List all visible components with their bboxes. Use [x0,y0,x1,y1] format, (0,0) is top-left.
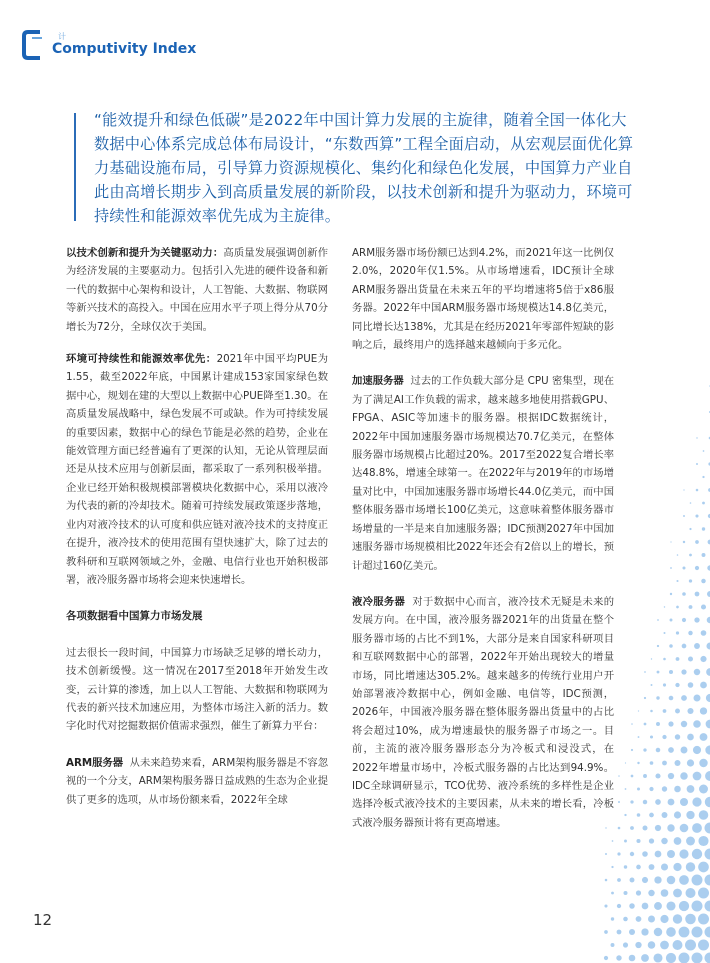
decorative-dot [661,838,668,845]
decorative-dot [683,489,684,490]
decorative-dot [663,709,667,713]
decorative-dot [674,811,681,818]
decorative-dot [687,734,694,741]
decorative-dot [693,694,700,701]
decorative-dot [604,930,608,934]
decorative-dot [623,942,628,947]
decorative-dot [698,914,709,925]
decorative-dot [657,645,659,647]
decorative-dot [679,875,689,885]
decorative-dot [702,553,706,557]
logo-text: Computivity Index [52,41,197,57]
decorative-dot [618,827,621,830]
decorative-dot [638,710,639,711]
decorative-dot [693,772,702,781]
decorative-dot [666,953,676,963]
decorative-dot [655,851,662,858]
decorative-dot [692,927,703,938]
decorative-dot [689,579,692,582]
decorative-dot [656,696,659,699]
decorative-dot [702,476,704,478]
decorative-dot [681,721,687,727]
lead-innovation: 以技术创新和提升为关键驱动力： [66,247,224,259]
decorative-dot [685,914,696,925]
lead-arm-server: ARM服务器 [66,756,124,769]
decorative-dot [675,709,680,714]
decorative-dot [635,942,641,948]
decorative-dot [642,903,649,910]
decorative-dot [676,580,678,582]
decorative-dot [682,618,686,622]
decorative-dot [696,489,699,492]
decorative-dot [673,940,683,950]
decorative-dot [662,761,667,766]
decorative-dot [651,684,653,686]
decorative-dot [700,682,707,689]
decorative-dot [662,735,666,739]
paragraph-liquid-cooled-server [352,593,614,832]
decorative-dot [688,682,694,688]
decorative-dot [700,733,708,741]
text-sustainability: 2021年中国平均PUE为1.55，截至2022年底，中国累计建成153家国家绿色数据中心，规划在建的大型以上数据中心PUE降至1.30。在高质量发展战略中，绿色发展不可或缺。作为可持续发展的重要因素，数据中心的绿色节能是必然的趋势，企业在能效管理方面已经普遍有了更深的认知，无论从管理层面还是从技术应用与创新层面，都采取了一系列积极举措。企业已经开始积极规模部署模块化数据中心，采用以液冷为代表的新的冷却技术。随着可持续发展政策逐步落地，业内对液冷技术的认可度和供应链对液冷技术的支持度正在提升，液冷技术的使用范围有望快速扩大，除了过去的教科研和互联网领域之外，金融、电信行业也开始积极部署，液冷服务器市场将会迎来快速增长。 [66,353,328,586]
decorative-dot [649,838,654,843]
decorative-dot [667,824,674,831]
decorative-dot [648,916,655,923]
decorative-dot [687,759,694,766]
decorative-dot [681,695,687,701]
decorative-dot [675,734,680,739]
decorative-dot [701,579,706,584]
decorative-dot [654,902,662,910]
decorative-dot [630,800,633,803]
decorative-dot [701,604,706,609]
decorative-dot [696,437,697,438]
decorative-dot [693,720,701,728]
lead-sustainability: 环境可持续性和能源效率优先： [66,353,217,366]
decorative-dot [661,863,668,870]
decorative-dot [641,954,649,962]
decorative-dot [705,901,710,912]
decorative-dot [624,814,626,816]
decorative-dot [660,941,669,950]
decorative-dot [664,606,665,607]
decorative-dot [625,762,626,763]
decorative-dot [676,631,679,634]
decorative-dot [674,837,682,845]
decorative-dot [670,541,671,542]
decorative-dot [651,658,652,659]
decorative-dot [631,723,633,725]
decorative-dot [663,658,666,661]
decorative-dot [669,696,674,701]
decorative-dot [685,940,696,951]
decorative-dot [705,823,710,834]
decorative-dot [703,450,705,452]
decorative-dot [676,657,680,661]
decorative-dot [687,785,695,793]
decorative-dot [624,840,627,843]
decorative-dot [657,671,660,674]
decorative-dot [699,759,707,767]
decorative-dot [695,540,699,544]
decorative-dot [669,644,673,648]
section-heading: 各项数据看中国算力市场发展 [66,610,203,623]
decorative-dot [617,904,621,908]
decorative-dot [682,566,685,569]
decorative-dot [701,630,707,636]
decorative-dot [636,839,640,843]
decorative-dot [687,708,693,714]
decorative-dot [706,720,710,729]
decorative-dot [611,892,614,895]
decorative-dot [679,849,688,858]
decorative-dot [642,851,648,857]
text-liquid-cooled-server: 对于数据中心而言，液冷技术无疑是未来的发展方向。在中国，液冷服务器2021年的出货量在整个服务器市场的占比不到1%，大部分是来自国家科研项目和互联网数据中心的部署，2022年开始出现较大的增量市场，同比增速达305.2%。越来越多的传统行业用户开始部署液冷数据中心，例如金融、电信等，IDC预测，2026年，中国液冷服务器在整体服务器出货量中的占比将会超过10%，成为增速最快的服务器子市场之一。目前，主流的液冷服务器形态分为冷板式和浸没式，在2022年增量市场中，冷板式服务器的占比达到94.9%。IDC全球调研显示，TCO优势、液冷系统的多样性是企业选择冷板式液冷技术的主要因素，从未来的增长看，冷板式液冷服务器预计将有更高增速。 [352,595,615,829]
pull-quote: “能效提升和绿色低碳”是2022年中国计算力发展的主旋律，随着全国一体化大数据中心体系完成总体布局设计，“东数西算”工程全面启动，从宏观层面优化算力基础设施布局，引导算力资源规模化、集约化和绿色化发展，中国算力产业自此由高增长期步入到高质量发展的新阶段，以技术创新和提升为驱动力，环境可持续性和能源效率优先成为主旋律。 [94,111,634,225]
paragraph-innovation [66,244,328,336]
decorative-dot [689,554,692,557]
decorative-dot [705,927,710,938]
decorative-dot [698,940,709,951]
decorative-dot [670,593,672,595]
decorative-dot [700,656,706,662]
decorative-dot [699,810,709,820]
text-innovation: 高质量发展强调创新作为经济发展的主要驱动力。包括引入先进的硬件设备和新一代的数据中心架构和设计，人工智能、大数据、物联网等新兴技术的高投入。中国在应用水平子项上得分从70分增长为72分，全球仅次于美国。 [66,247,329,333]
decorative-dot [637,762,639,764]
decorative-dot [604,956,608,960]
decorative-dot [655,799,661,805]
decorative-dot [643,748,646,751]
decorative-dot [618,801,620,803]
quote-accent-bar [74,113,76,221]
decorative-dot [695,514,698,517]
decorative-dot [657,619,659,621]
decorative-dot [638,736,640,738]
decorative-dot [648,890,654,896]
decorative-dot [705,797,710,807]
decorative-dot [686,811,694,819]
decorative-dot [692,823,702,833]
decorative-dot [667,850,675,858]
decorative-dot [668,721,673,726]
decorative-dot [650,761,654,765]
paragraph-sustainability [66,350,328,589]
decorative-dot [629,955,636,962]
decorative-dot [625,788,627,790]
decorative-dot [706,642,710,649]
decorative-dot [649,787,653,791]
decorative-dot [655,773,660,778]
decorative-dot [630,852,634,856]
decorative-dot [630,826,634,830]
decorative-dot [616,955,621,960]
decorative-dot [689,605,693,609]
decorative-dot [650,710,653,713]
decorative-dot [680,798,688,806]
decorative-dot [660,915,668,923]
decorative-dot [682,644,687,649]
decorative-dot [663,683,666,686]
decorative-dot [644,697,646,699]
left-column [66,244,328,809]
decorative-dot [611,866,613,868]
decorative-dot [689,528,691,530]
decorative-dot [668,799,675,806]
decorative-dot [700,707,707,714]
decorative-dot [631,775,634,778]
decorative-dot [605,827,606,828]
decorative-dot [679,953,690,963]
decorative-dot [688,631,692,635]
decorative-dot [668,747,674,753]
decorative-dot [617,852,620,855]
decorative-dot [656,748,661,753]
computivity-index-logo [22,30,197,64]
decorative-dot [631,749,633,751]
decorative-dot [604,904,607,907]
decorative-dot [698,836,708,846]
decorative-dot [676,606,679,609]
decorative-dot [683,515,685,517]
decorative-dot [636,916,642,922]
decorative-dot-pattern [600,380,710,963]
decorative-dot [696,463,698,465]
decorative-dot [680,772,688,780]
decorative-dot [623,917,628,922]
decorative-dot [656,722,660,726]
decorative-dot [630,878,635,883]
decorative-dot [655,825,661,831]
decorative-dot [644,671,646,673]
decorative-dot [624,865,627,868]
text-accelerated-server: 过去的工作负载大部分是 CPU 密集型，现在为了满足AI工作负载的需求，越来越多地使用搭载GPU、FPGA、ASIC等加速卡的服务器。根据IDC数据统计，2022年中国加速服务器市场规模达70.7亿美元，在整体服务器市场规模占比超过20%。2017至2022复合增长率达48.8%，增速全球第一。在2022年与2019年的市场增量对比中，中国加速服务器市场增长44.0亿美元，而中国整体服务器市场增长100亿美元，这意味着整体服务器市场增量的一半是来自加速服务器；IDC预测2027年中国加速服务器市场规模相比2022年还会有2倍以上的增长，预计超过160亿美元。 [352,375,615,572]
decorative-dot [666,901,675,910]
lead-accelerated-server: 加速服务器 [352,375,404,388]
decorative-dot [686,837,695,846]
paragraph-arm-server [66,754,328,809]
decorative-dot [617,878,621,882]
decorative-dot [692,875,703,886]
decorative-dot [680,824,689,833]
decorative-dot [636,865,641,870]
page-number: 12 [33,911,53,929]
decorative-dot [650,735,653,738]
decorative-dot [685,888,695,898]
decorative-dot [654,928,662,936]
decorative-dot [618,775,620,777]
paragraph-market-history: 过去很长一段时间，中国算力市场缺乏足够的增长动力，技术创新缓慢。这一情况在2017至2018年开始发生改变，云计算的渗透，加上以人工智能、大数据和物联网为代表的新兴技术加速应用，为整体市场注入新的活力。数字化时代对挖掘数据价值需求强烈，催生了新算力平台： [66,646,328,733]
decorative-dot [643,774,647,778]
decorative-dot [679,927,690,938]
decorative-dot [605,879,608,882]
decorative-dot [681,669,686,674]
decorative-dot [611,917,614,920]
decorative-dot [699,785,708,794]
decorative-dot [662,812,668,818]
decorative-dot [694,643,700,649]
decorative-dot [682,592,686,596]
decorative-dot [670,619,673,622]
decorative-dot [694,669,700,675]
decorative-dot [637,788,640,791]
decorative-dot [690,502,692,504]
decorative-dot [674,760,680,766]
decorative-dot [692,953,703,963]
decorative-dot [692,901,703,912]
decorative-dot [666,927,676,937]
decorative-dot [654,876,661,883]
paragraph-accelerated-server [352,372,614,574]
decorative-dot [705,745,710,754]
decorative-dot [673,914,682,923]
decorative-dot [661,889,669,897]
decorative-dot [617,930,622,935]
lead-liquid-cooled-server: 液冷服务器 [352,595,406,608]
logo-sub-glyph: 计 [58,32,66,41]
decorative-dot [623,891,627,895]
decorative-dot [605,853,607,855]
logo-bracket-icon [22,30,50,60]
decorative-dot [644,723,647,726]
decorative-dot [612,840,614,842]
decorative-dot [629,903,635,909]
decorative-dot [642,877,648,883]
decorative-dot [705,849,710,860]
decorative-dot [706,694,710,702]
decorative-dot [705,875,710,886]
decorative-dot [629,929,635,935]
decorative-dot [653,953,662,962]
decorative-dot [641,928,648,935]
decorative-dot [648,941,656,949]
decorative-dot [705,953,710,963]
decorative-dot [686,862,695,871]
decorative-dot [679,901,689,911]
decorative-dot [698,888,709,899]
decorative-dot [674,786,681,793]
decorative-dot [673,889,682,898]
decorative-dot [662,786,667,791]
decorative-dot [637,813,641,817]
paragraph-arm-continued: ARM服务器市场份额已达到4.2%，而2021年这一比例仅2.0%，2020年仅1.5%。从市场增速看，IDC预计全球ARM服务器出货量在未来五年的平均增速将5倍于x86服务器。2022年中国ARM服务器市场规模达14.8亿美元，同比增长达138%，尤其是在经历2021年零部件短缺的影响之后，最终用户的选择越来越倾向于多元化。 [352,247,614,352]
decorative-dot [669,670,673,674]
decorative-dot [692,797,701,806]
decorative-dot [670,567,672,569]
right-column [352,244,614,832]
decorative-dot [642,825,647,830]
decorative-dot [683,541,685,543]
decorative-dot [636,890,641,895]
decorative-dot [695,566,699,570]
decorative-dot [673,863,681,871]
decorative-dot [692,849,702,859]
decorative-dot [693,746,701,754]
decorative-dot [677,554,679,556]
text-arm-server: 从未来趋势来看，ARM架构服务器是不容忽视的一个分支，ARM架构服务器日益成熟的生态为企业提供了更多的选项，从市场份额来看，2022年全球 [66,756,328,806]
decorative-dot [663,632,665,634]
decorative-dot [688,657,693,662]
decorative-dot [695,592,700,597]
decorative-dot [702,527,705,530]
decorative-dot [675,683,679,687]
decorative-dot [611,943,615,947]
decorative-dot [698,862,709,873]
decorative-dot [694,617,699,622]
decorative-dot [643,800,647,804]
decorative-dot [705,771,710,781]
decorative-dot [649,813,654,818]
decorative-dot [667,876,676,885]
decorative-dot [706,668,710,676]
decorative-dot [702,502,705,505]
decorative-dot [668,773,674,779]
decorative-dot [649,864,655,870]
decorative-dot [681,747,688,754]
